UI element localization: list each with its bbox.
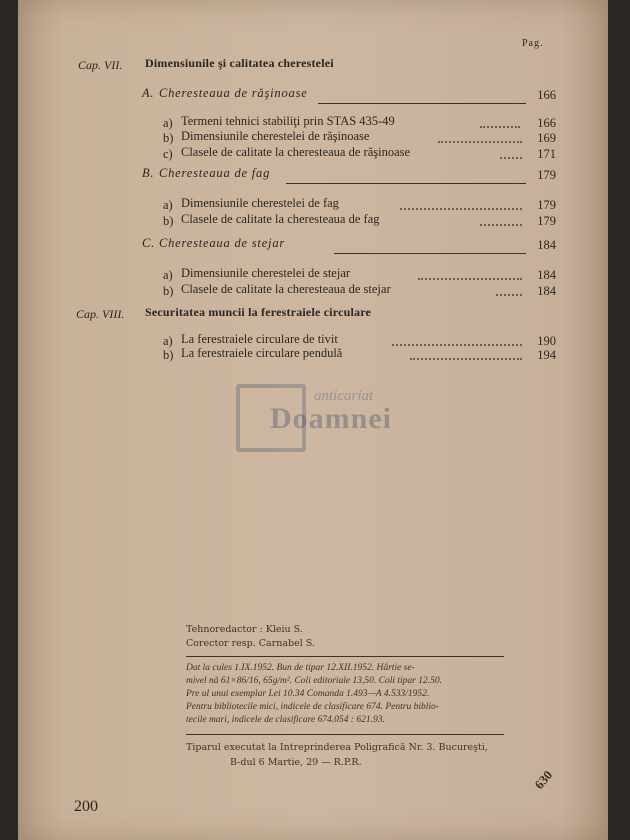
section-c-item-a-letter: a): [163, 268, 173, 282]
section-b-title: Cheresteaua de fag: [159, 166, 271, 180]
section-a-item-a-text: Termeni tehnici stabiliţi prin STAS 435-49: [181, 114, 395, 128]
chapter-viii-number: Cap. VIII.: [76, 307, 125, 321]
section-a-item-c-page: 171: [537, 147, 556, 161]
colophon-line-5: tecile mari, indicele de clasificare 674.054 : 621.93.: [186, 715, 385, 725]
chapter-viii-item-b-text: La ferestraiele circulare pendulă: [181, 346, 343, 360]
section-a-label: A.: [142, 86, 155, 100]
section-c-item-b-page: 184: [537, 284, 556, 298]
dot-leader: [438, 141, 522, 143]
section-b-item-b-page: 179: [537, 214, 556, 228]
dot-leader: [480, 224, 522, 226]
section-c-title: Cheresteaua de stejar: [159, 236, 286, 250]
printer-line-1: Tiparul executat la Intreprinderea Poligrafică Nr. 3. Bucureşti,: [186, 742, 488, 753]
chapter-viii-item-b-letter: b): [163, 348, 174, 362]
section-b-item-a-text: Dimensiunile cherestelei de fag: [181, 196, 339, 210]
section-c-page: 184: [537, 238, 556, 252]
section-a-item-c-letter: c): [163, 147, 173, 161]
dot-leader: [480, 126, 520, 128]
section-c-item-a-page: 184: [537, 268, 556, 282]
credit-corector: Corector resp. Carnabel S.: [186, 638, 315, 649]
handwritten-number-stamp: 630: [531, 767, 556, 792]
book-page: [18, 0, 608, 840]
colophon-line-4: Pentru bibliotecile mici, indicele de clasificare 674. Pentru biblio-: [186, 702, 439, 712]
section-a-item-c-text: Clasele de calitate la cheresteaua de răşinoase: [181, 145, 411, 159]
section-a-leader: [318, 103, 526, 104]
chapter-vii-number: Cap. VII.: [78, 58, 123, 72]
printer-line-2: B-dul 6 Martie, 29 — R.P.R.: [230, 757, 362, 768]
chapter-viii-title: Securitatea muncii la ferestraiele circulare: [145, 305, 372, 319]
section-a-item-a-letter: a): [163, 116, 173, 130]
credit-tehnoredactor: Tehnoredactor : Kleiu S.: [186, 624, 303, 635]
chapter-vii-title: Dimensiunile şi calitatea cherestelei: [145, 56, 334, 70]
section-a-page: 166: [537, 88, 556, 102]
section-a-item-b-text: Dimensiunile cherestelei de răşinoase: [181, 129, 370, 143]
pag-label: Pag.: [522, 38, 544, 49]
dot-leader: [410, 358, 522, 360]
colophon-line-2: mivel nă 61×86/16, 65g/m². Coli editoriale 13,50. Coli tipar 12.50.: [186, 676, 442, 686]
section-c-item-b-text: Clasele de calitate la cheresteaua de stejar: [181, 282, 391, 296]
section-a-item-a-page: 166: [537, 116, 556, 130]
watermark-anticariat: anticariat: [314, 388, 374, 404]
chapter-viii-item-a-letter: a): [163, 334, 173, 348]
section-a-item-b-page: 169: [537, 131, 556, 145]
section-b-item-a-letter: a): [163, 198, 173, 212]
section-a-title: Cheresteaua de răşinoase: [159, 86, 308, 100]
chapter-viii-item-a-text: La ferestraiele circulare de tivit: [181, 332, 338, 346]
section-b-page: 179: [537, 168, 556, 182]
chapter-viii-item-a-page: 190: [537, 334, 556, 348]
section-b-item-b-letter: b): [163, 214, 174, 228]
colophon-rule-top: [186, 656, 504, 657]
dot-leader: [496, 294, 522, 296]
section-c-leader: [334, 253, 526, 254]
colophon-line-1: Dat la cules 1.IX.1952. Bun de tipar 12.XII.1952. Hârtie se-: [186, 663, 415, 673]
section-a-item-b-letter: b): [163, 131, 174, 145]
section-b-item-b-text: Clasele de calitate la cheresteaua de fag: [181, 212, 380, 226]
chapter-viii-item-b-page: 194: [537, 348, 556, 362]
page-number: 200: [74, 798, 98, 815]
colophon-line-3: Pre ul unui exemplar Lei 10.34 Comanda 1.493—A 4.533/1952.: [186, 689, 430, 699]
section-b-item-a-page: 179: [537, 198, 556, 212]
dot-leader: [418, 278, 522, 280]
section-b-label: B.: [142, 166, 155, 180]
section-c-label: C.: [142, 236, 156, 250]
section-b-leader: [286, 183, 526, 184]
dot-leader: [500, 157, 522, 159]
dot-leader: [400, 208, 522, 210]
section-c-item-b-letter: b): [163, 284, 174, 298]
section-c-item-a-text: Dimensiunile cherestelei de stejar: [181, 266, 351, 280]
dot-leader: [392, 344, 522, 346]
colophon-rule-bottom: [186, 734, 504, 735]
watermark-doamnei: Doamnei: [270, 402, 392, 435]
